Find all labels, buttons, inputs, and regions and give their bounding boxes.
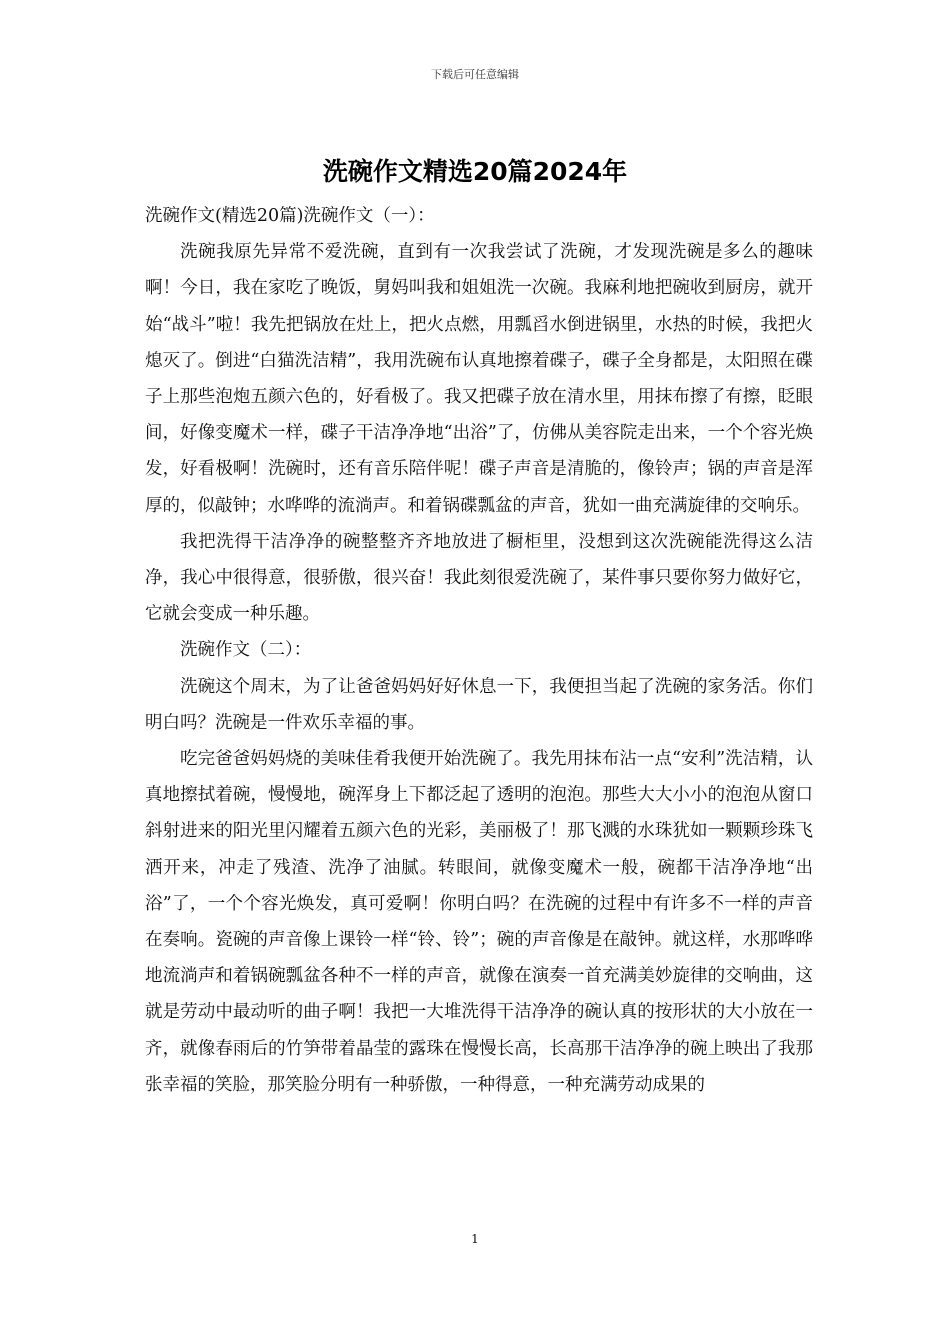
page-title: 洗碗作文精选20篇2024年 [322,157,628,186]
paragraph-3: 洗碗这个周末，为了让爸爸妈妈好好休息一下，我便担当起了洗碗的家务活。你们明白吗？洗碗是一件欢乐幸福的事。 [145,676,813,733]
paragraph-2: 我把洗得干洁净净的碗整整齐齐地放进了橱柜里，没想到这次洗碗能洗得这么洁净，我心中很得意，很骄傲，很兴奋！我此刻很爱洗碗了，某件事只要你努力做好它，它就会变成一种乐趣。 [145,531,813,625]
section-heading-2: 洗碗作文（二）： [180,640,312,661]
paragraph-4: 吃完爸爸妈妈烧的美味佳肴我便开始洗碗了。我先用抹布沾一点“安利”洗洁精，认真地擦拭着碗，慢慢地，碗浑身上下都泛起了透明的泡泡。那些大大小小的泡泡从窗口斜射进来的阳光里闪耀着五颜六色的光彩，美丽极了！那飞溅的水珠犹如一颗颗珍珠飞洒开来，冲走了残渣、洗净了油腻。转眼间，就像变魔术一般，碗都干洁净净地“出浴”了，一个个容光焕发，真可爱啊！你明白吗？在洗碗的过程中有许多不一样的声音在奏响。瓷碗的声音像上课铃一样“铃、铃”；碗的声音像是在敲钟。就这样，水那哗哗地流淌声和着锅碗瓢盆各种不一样的声音，就像在演奏一首充满美妙旋律的交响曲，这就是劳动中最动听的曲子啊！我把一大堆洗得干洁净净的碗认真的按形状的大小放在一齐，就像春雨后的竹笋带着晶莹的露珠在慢慢长高，长高那干洁净净的碗上映出了我那张幸福的笑脸，那笑脸分明有一种骄傲，一种得意，一种充满劳动成果的 [145,749,813,1095]
page-number: 1 [471,1232,479,1246]
paragraph-1: 洗碗我原先异常不爱洗碗，直到有一次我尝试了洗碗，才发现洗碗是多么的趣味啊！今日，我在家吃了晚饭，舅妈叫我和姐姐洗一次碗。我麻利地把碗收到厨房，就开始“战斗”啦！我先把锅放在灶上，把火点燃，用瓢舀水倒进锅里，水热的时候，我把火熄灭了。倒进“白猫洗洁精”，我用洗碗布认真地擦着碟子，碟子全身都是，太阳照在碟子上那些泡炮五颜六色的，好看极了。我又把碟子放在清水里，用抹布擦了有擦，眨眼间，好像变魔术一样，碟子干洁净净地“出浴”了，仿佛从美容院走出来，一个个容光焕发，好看极啊！洗碗时，还有音乐陪伴呢！碟子声音是清脆的，像铃声；锅的声音是浑厚的，似敲钟；水哗哗的流淌声。和着锅碟瓢盆的声音，犹如一曲充满旋律的交响乐。 [145,242,813,516]
header-note: 下载后可任意编辑 [431,68,519,81]
intro-line: 洗碗作文(精选20篇)洗碗作文（一）： [145,206,435,226]
article-body [145,198,813,1103]
